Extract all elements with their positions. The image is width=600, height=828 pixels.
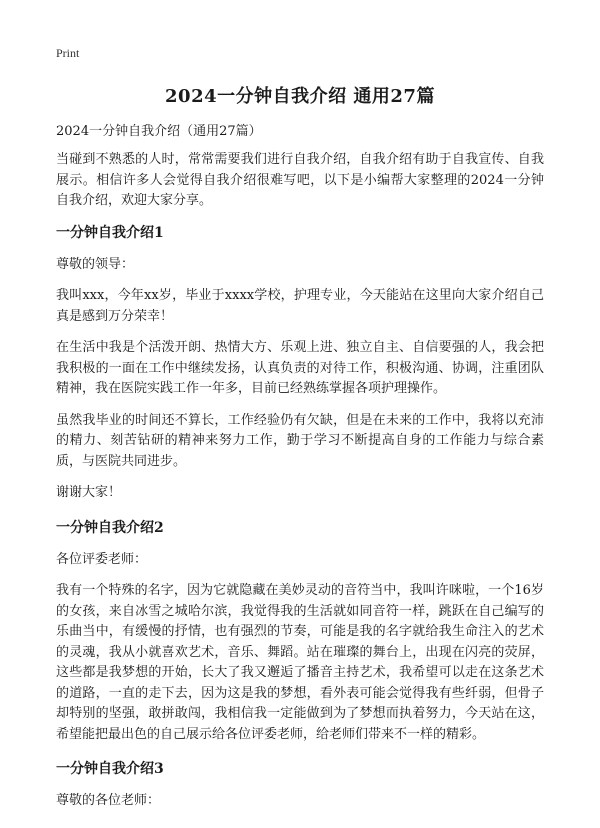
section-heading-3: 一分钟自我介绍3: [56, 761, 164, 777]
section-3-greeting: 尊敬的各位老师：: [56, 793, 161, 808]
page-title: 2024一分钟自我介绍 通用27篇: [165, 86, 435, 107]
section-1-paragraph: 虽然我毕业的时间还不算长，工作经验仍有欠缺，但是在未来的工作中，我将以充沛的精力、刻苦钻研的精神来努力工作，勤于学习不断提高自身的工作能力与综合素质，与医院共同进步。: [56, 412, 544, 469]
section-heading-2: 一分钟自我介绍2: [56, 519, 164, 536]
intro-paragraph: 当碰到不熟悉的人时，常常需要我们进行自我介绍，自我介绍有助于自我宣传、自我展示。相信许多人会觉得自我介绍很难写吧，以下是小编帮大家整理的2024一分钟自我介绍，欢迎大家分享。: [56, 152, 544, 208]
document-subtitle: 2024一分钟自我介绍（通用27篇）: [56, 124, 262, 139]
section-1-closing: 谢谢大家！: [56, 485, 122, 500]
print-label: Print: [56, 46, 80, 60]
section-1-greeting: 尊敬的领导：: [56, 256, 135, 272]
section-heading-1: 一分钟自我介绍1: [56, 224, 164, 241]
document-body: [56, 122, 544, 823]
section-2-greeting: 各位评委老师：: [56, 551, 148, 567]
section-2-paragraph: 我有一个特殊的名字，因为它就隐藏在美妙灵动的音符当中，我叫许咪啦，一个16岁的女孩，来自冰雪之城哈尔滨，我觉得我的生活就如同音符一样，跳跃在自己编写的乐曲当中，有缓慢的抒情，也有强烈的节奏，可能是我的名字就给我生命注入的艺术的灵魂，我从小就喜欢艺术，音乐、舞蹈。站在璀璨的舞台上，出现在闪亮的荧屏，这些都是我梦想的开始，长大了我又邂逅了播音主持艺术，我希望可以走在这条艺术的道路，一直的走下去，因为这是我的梦想，看外表可能会觉得我有些纤弱，但骨子却特别的坚强，敢拼敢闯，我相信我一定能做到为了梦想而执着努力，今天站在这，希望能把最出色的自己展示给各位评委老师，给老师们带来不一样的精彩。: [56, 583, 544, 742]
section-1-paragraph: 我叫xxx，今年xx岁，毕业于xxxx学校，护理专业，今天能站在这里向大家介绍自己真是感到万分荣幸！: [56, 288, 544, 324]
section-1-paragraph: 在生活中我是个活泼开朗、热情大方、乐观上进、独立自主、自信要强的人，我会把我积极的一面在工作中继续发扬，认真负责的对待工作，积极沟通、协调，注重团队精神，我在医院实践工作一年多，目前已经熟练掌握各项护理操作。: [56, 340, 544, 396]
